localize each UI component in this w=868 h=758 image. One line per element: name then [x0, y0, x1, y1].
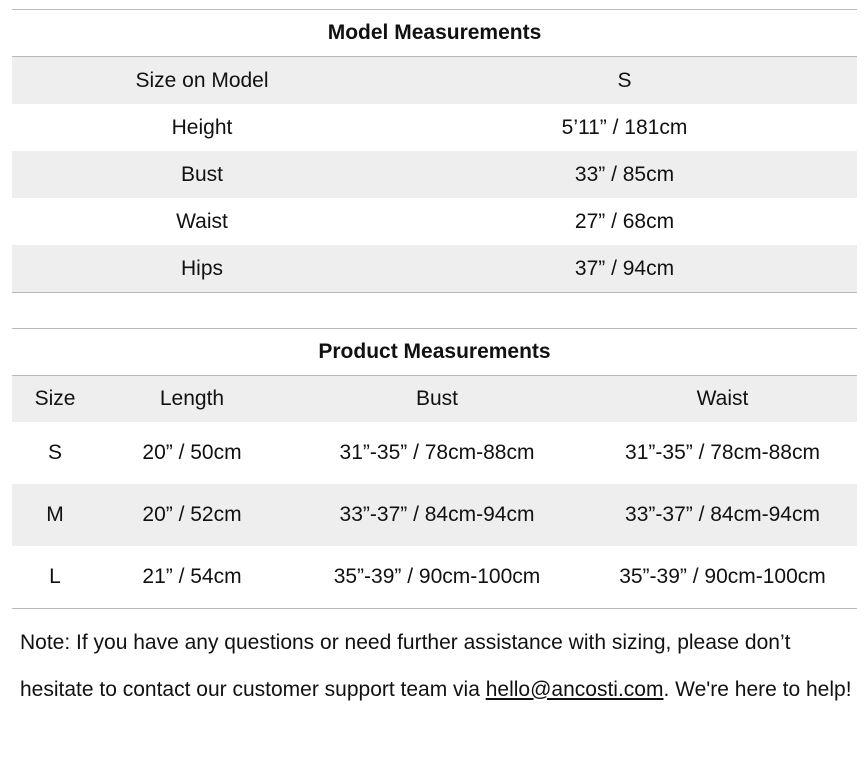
- bust-cell: 35”-39” / 90cm-100cm: [333, 565, 541, 588]
- length-cell: 20” / 50cm: [142, 441, 242, 464]
- note-text: Note: If you have any questions or need further assistance with sizing, please don’t hesitate to contact our customer support team via: [20, 631, 791, 701]
- table-row: [12, 198, 857, 245]
- table-header-row: [12, 376, 857, 422]
- support-email-link[interactable]: hello@ancosti.com: [485, 677, 664, 701]
- waist-cell: 31”-35” / 78cm-88cm: [625, 441, 820, 464]
- length-cell: 21” / 54cm: [142, 565, 242, 588]
- column-header-length: Length: [159, 387, 225, 410]
- table-row: [12, 546, 857, 608]
- row-value: 33” / 85cm: [574, 162, 675, 186]
- table-row: [12, 245, 857, 292]
- product-measurements-table: [12, 328, 857, 609]
- table-row: [12, 151, 857, 198]
- note-closing: . We're here to help!: [663, 677, 852, 701]
- waist-cell: 33”-37” / 84cm-94cm: [625, 503, 820, 526]
- row-label: Height: [171, 115, 233, 139]
- row-label: Waist: [176, 209, 228, 233]
- model-measurements-table: [12, 9, 857, 293]
- row-value: 27” / 68cm: [574, 209, 675, 233]
- length-cell: 20” / 52cm: [142, 503, 242, 526]
- row-value: 37” / 94cm: [574, 256, 675, 280]
- row-label: Size on Model: [135, 68, 269, 92]
- size-cell: L: [49, 565, 61, 588]
- size-cell: S: [47, 441, 62, 464]
- sizing-note: [20, 620, 855, 713]
- table-row: [12, 104, 857, 151]
- row-label: Bust: [180, 162, 224, 186]
- table-row: [12, 57, 857, 104]
- column-header-bust: Bust: [415, 387, 459, 410]
- bust-cell: 33”-37” / 84cm-94cm: [339, 503, 535, 526]
- column-header-waist: Waist: [696, 387, 749, 410]
- row-label: Hips: [180, 256, 223, 280]
- table-row: [12, 422, 857, 484]
- column-header-size: Size: [34, 387, 76, 410]
- model-measurements-title: Model Measurements: [12, 10, 857, 57]
- waist-cell: 35”-39” / 90cm-100cm: [619, 565, 826, 588]
- row-value: 5’11” / 181cm: [561, 115, 688, 139]
- size-cell: M: [46, 503, 64, 526]
- table-row: [12, 484, 857, 546]
- product-measurements-title: Product Measurements: [12, 329, 857, 376]
- row-value: S: [617, 68, 632, 92]
- bust-cell: 31”-35” / 78cm-88cm: [339, 441, 535, 464]
